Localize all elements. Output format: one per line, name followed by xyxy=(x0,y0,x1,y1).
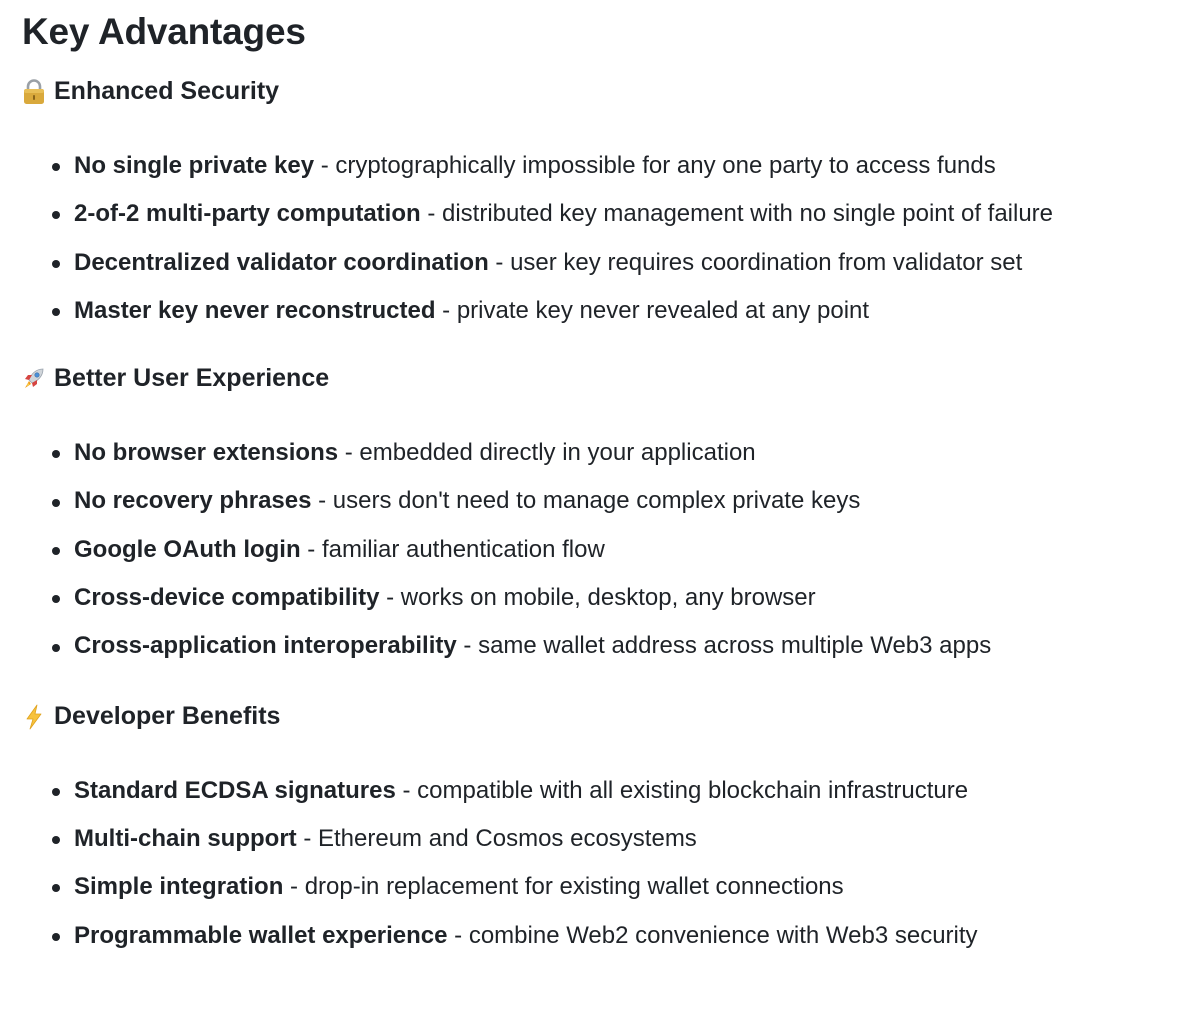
section-heading xyxy=(22,699,1200,733)
item-separator: - xyxy=(296,824,318,852)
item-description: users don't need to manage complex private keys xyxy=(332,487,861,515)
list-item xyxy=(22,287,1200,335)
item-list xyxy=(22,429,1200,670)
item-title: No single private key xyxy=(74,152,315,179)
bullet xyxy=(52,884,60,892)
list-item xyxy=(22,239,1200,287)
section-heading xyxy=(22,74,1200,108)
section-heading-label: Developer Benefits xyxy=(54,701,281,730)
list-item xyxy=(22,622,1200,670)
item-separator: - xyxy=(314,152,336,179)
item-description: distributed key management with no single point of failure xyxy=(442,200,1054,228)
bullet xyxy=(52,450,60,458)
item-description: same wallet address across multiple Web3 apps xyxy=(478,632,992,660)
item-title: Cross-device compatibility xyxy=(74,584,380,612)
item-separator: - xyxy=(420,200,442,228)
list-item xyxy=(22,912,1200,960)
item-description: drop-in replacement for existing wallet connections xyxy=(304,873,844,901)
item-separator: - xyxy=(338,439,360,467)
item-title: Google OAuth login xyxy=(74,535,301,563)
item-list xyxy=(22,767,1200,960)
item-description: embedded directly in your application xyxy=(359,439,756,467)
item-description: user key requires coordination from validator set xyxy=(510,248,1023,276)
rocket-icon xyxy=(22,364,46,392)
item-description: works on mobile, desktop, any browser xyxy=(400,584,816,612)
list-item xyxy=(22,429,1200,477)
item-separator: - xyxy=(456,632,479,660)
page-title: Key Advantages xyxy=(22,11,306,52)
section-heading-label: Enhanced Security xyxy=(54,77,280,105)
list-item xyxy=(22,142,1200,190)
list-item xyxy=(22,526,1200,574)
section-better-user-experience xyxy=(22,361,1200,670)
item-separator: - xyxy=(379,584,401,612)
item-title: Standard ECDSA signatures xyxy=(74,776,396,804)
list-item xyxy=(22,767,1200,815)
list-item xyxy=(22,863,1200,911)
bullet xyxy=(52,163,60,171)
list-item xyxy=(22,815,1200,863)
item-separator: - xyxy=(488,248,511,276)
item-separator: - xyxy=(447,921,469,949)
item-description: combine Web2 convenience with Web3 security xyxy=(468,921,978,949)
lightning-icon xyxy=(22,702,46,730)
item-title: No browser extensions xyxy=(74,439,339,467)
item-separator: - xyxy=(395,776,418,804)
item-title: Multi-chain support xyxy=(74,824,297,852)
bullet xyxy=(52,260,60,268)
item-title: Decentralized validator coordination xyxy=(74,248,489,276)
item-separator: - xyxy=(300,535,322,563)
bullet xyxy=(52,836,60,844)
bullet xyxy=(52,644,60,652)
item-title: Cross-application interoperability xyxy=(74,632,457,660)
item-separator: - xyxy=(311,487,333,515)
item-description: Ethereum and Cosmos ecosystems xyxy=(317,824,697,852)
bullet xyxy=(52,547,60,555)
item-list xyxy=(22,142,1200,335)
lock-icon xyxy=(22,77,46,105)
bullet xyxy=(52,788,60,796)
item-separator: - xyxy=(283,873,305,901)
list-item xyxy=(22,477,1200,525)
list-item xyxy=(22,190,1200,238)
item-title: Simple integration xyxy=(74,873,284,901)
item-title: Master key never reconstructed xyxy=(74,296,436,324)
item-description: private key never revealed at any point xyxy=(456,296,870,324)
bullet xyxy=(52,933,60,941)
list-item xyxy=(22,574,1200,622)
bullet xyxy=(52,595,60,603)
item-title: Programmable wallet experience xyxy=(74,921,448,949)
item-description: cryptographically impossible for any one party to access funds xyxy=(335,152,996,179)
item-title: 2-of-2 multi-party computation xyxy=(74,200,421,228)
section-developer-benefits xyxy=(22,699,1200,960)
item-separator: - xyxy=(435,296,457,324)
bullet xyxy=(52,499,60,507)
section-enhanced-security xyxy=(22,74,1200,335)
item-title: No recovery phrases xyxy=(74,487,312,515)
bullet xyxy=(52,308,60,316)
section-heading xyxy=(22,361,1200,395)
section-heading-label: Better User Experience xyxy=(54,364,330,393)
item-description: familiar authentication flow xyxy=(321,535,605,563)
item-description: compatible with all existing blockchain infrastructure xyxy=(417,776,969,804)
bullet xyxy=(52,211,60,219)
